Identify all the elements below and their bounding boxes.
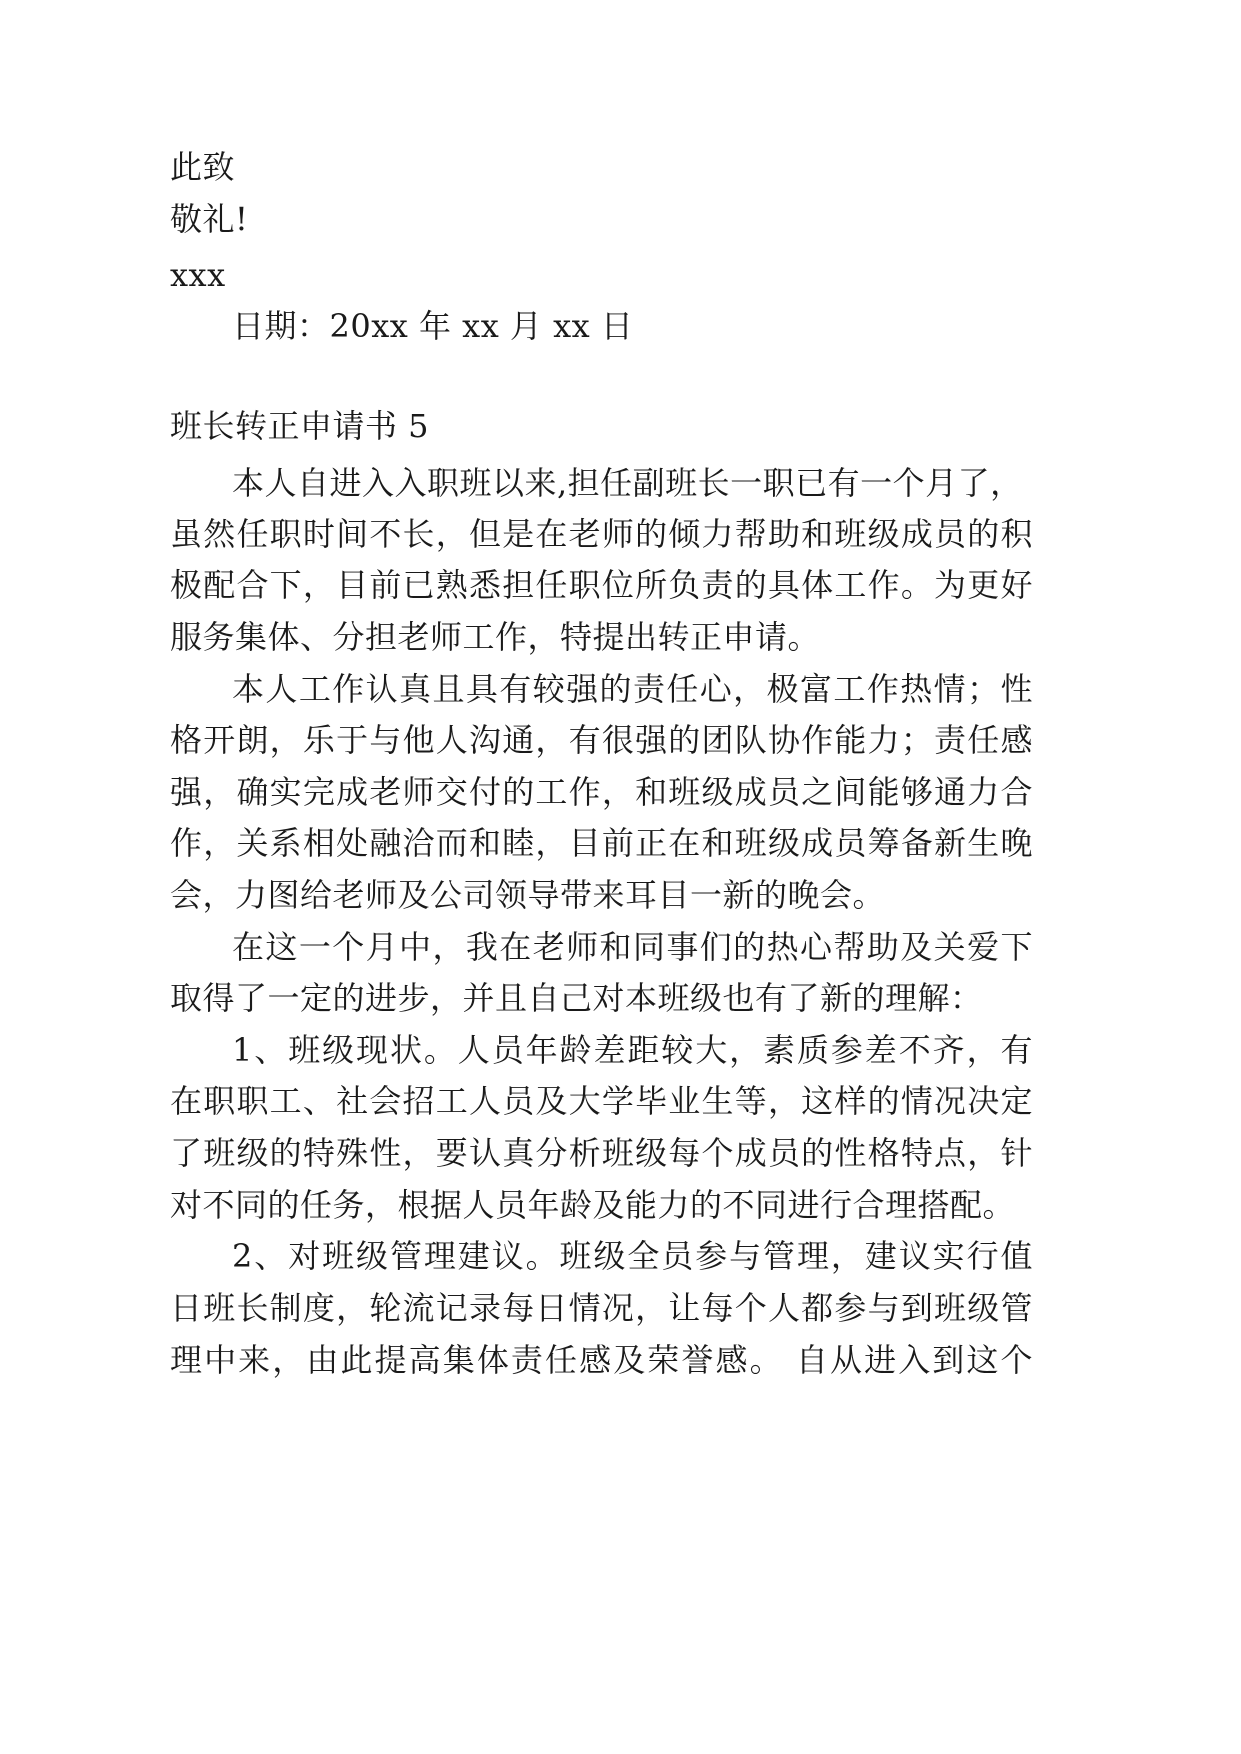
closing-regards: 敬礼! bbox=[170, 200, 249, 238]
section-title: 班长转正申请书 5 bbox=[170, 407, 430, 445]
body-line: 本人工作认真且具有较强的责任心，极富工作热情；性 bbox=[232, 670, 1033, 708]
body-line: 取得了一定的进步，并且自己对本班级也有了新的理解： bbox=[170, 979, 983, 1017]
body-line: 虽然任职时间不长，但是在老师的倾力帮助和班级成员的积 bbox=[170, 515, 1033, 553]
body-line: 作，关系相处融洽而和睦，目前正在和班级成员筹备新生晚 bbox=[170, 824, 1033, 862]
body-line: 服务集体、分担老师工作，特提出转正申请。 bbox=[170, 618, 821, 656]
body-line: 格开朗，乐于与他人沟通，有很强的团队协作能力；责任感 bbox=[170, 721, 1033, 759]
body-line: 2、对班级管理建议。班级全员参与管理，建议实行值 bbox=[232, 1237, 1033, 1275]
body-line: 在职职工、社会招工人员及大学毕业生等，这样的情况决定 bbox=[170, 1082, 1033, 1120]
body-line: 强，确实完成老师交付的工作，和班级成员之间能够通力合 bbox=[170, 773, 1033, 811]
body-line: 会，力图给老师及公司领导带来耳目一新的晚会。 bbox=[170, 876, 886, 914]
body-line: 在这一个月中，我在老师和同事们的热心帮助及关爱下 bbox=[232, 928, 1033, 966]
body-line: 对不同的任务，根据人员年龄及能力的不同进行合理搭配。 bbox=[170, 1186, 1016, 1224]
closing-salutation: 此致 bbox=[170, 148, 236, 186]
body-line: 理中来，由此提高集体责任感及荣誉感。 自从进入到这个 bbox=[170, 1341, 1033, 1379]
date-line: 日期：20xx 年 xx 月 xx 日 bbox=[232, 307, 634, 345]
body-line: 极配合下，目前已熟悉担任职位所负责的具体工作。为更好 bbox=[170, 566, 1033, 604]
body-line: 1、班级现状。人员年龄差距较大，素质参差不齐，有 bbox=[232, 1031, 1033, 1069]
body-line: 日班长制度，轮流记录每日情况，让每个人都参与到班级管 bbox=[170, 1289, 1033, 1327]
signature: xxx bbox=[170, 256, 226, 294]
body-line: 本人自进入入职班以来,担任副班长一职已有一个月了， bbox=[232, 464, 1023, 502]
body-line: 了班级的特殊性，要认真分析班级每个成员的性格特点，针 bbox=[170, 1134, 1033, 1172]
